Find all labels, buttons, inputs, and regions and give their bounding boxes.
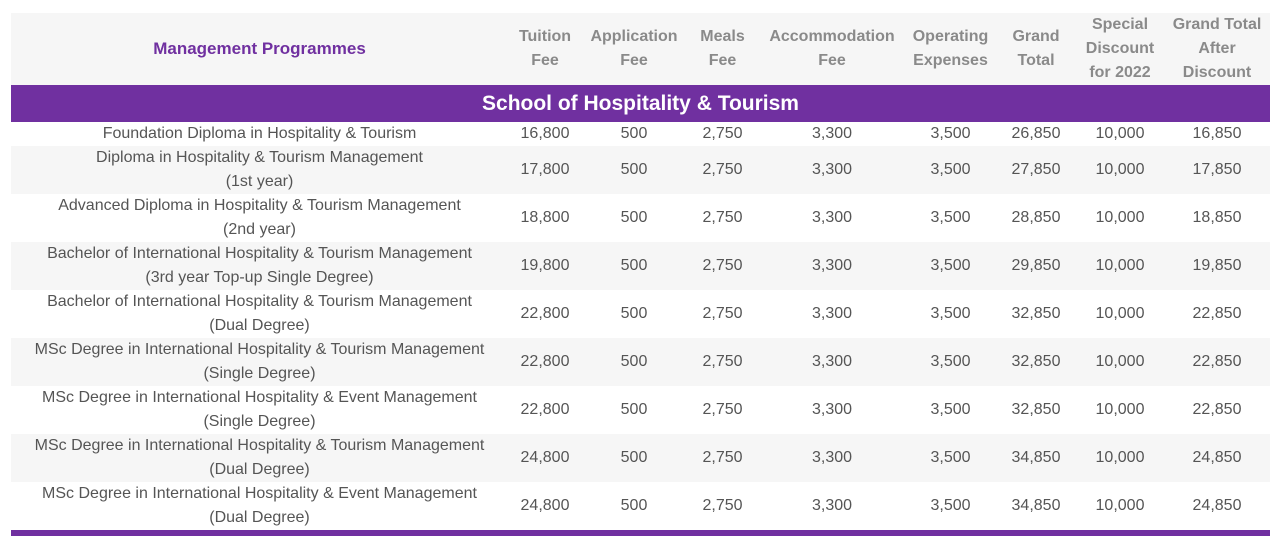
meals-fee-cell: 2,750 bbox=[702, 449, 743, 466]
programme-name-line: (Dual Degree) bbox=[209, 509, 310, 526]
table-header-row bbox=[11, 13, 1270, 85]
special-discount-cell: 10,000 bbox=[1095, 305, 1145, 322]
tuition-fee-cell: 18,800 bbox=[520, 209, 570, 226]
accommodation-fee-cell: 3,300 bbox=[811, 353, 853, 370]
programme-name-line: (Single Degree) bbox=[203, 413, 316, 430]
accommodation-fee-cell: 3,300 bbox=[811, 125, 853, 142]
programme-name-cell bbox=[11, 290, 508, 338]
application-fee-cell: 500 bbox=[620, 209, 648, 226]
header-line: for 2022 bbox=[1089, 64, 1151, 81]
special-discount-column-header bbox=[1076, 13, 1164, 85]
header-line: Grand Total bbox=[1172, 16, 1262, 33]
table-row bbox=[11, 194, 1270, 242]
programme-name-cell bbox=[11, 386, 508, 434]
tuition-fee-cell: 17,800 bbox=[520, 161, 570, 178]
programme-name-line: Bachelor of International Hospitality & Tourism Management bbox=[47, 245, 472, 262]
grand-total-cell: 29,850 bbox=[1011, 257, 1061, 274]
tuition-fee-cell: 16,800 bbox=[520, 125, 570, 142]
special-discount-cell: 10,000 bbox=[1095, 449, 1145, 466]
programme-name-line: Advanced Diploma in Hospitality & Tourism Management bbox=[58, 197, 461, 214]
header-line: Meals bbox=[700, 28, 745, 45]
header-line: Fee bbox=[818, 52, 846, 69]
grand-total-cell: 32,850 bbox=[1011, 353, 1061, 370]
grand-total-after-discount-column-header bbox=[1164, 13, 1270, 85]
programme-name-cell bbox=[11, 122, 508, 146]
table-row bbox=[11, 482, 1270, 530]
accommodation-fee-cell: 3,300 bbox=[811, 161, 853, 178]
header-line: Application bbox=[590, 28, 678, 45]
table-row bbox=[11, 290, 1270, 338]
grand-total-after-discount-cell: 19,850 bbox=[1192, 257, 1242, 274]
operating-expenses-cell: 3,500 bbox=[930, 209, 971, 226]
programme-name-cell bbox=[11, 338, 508, 386]
grand-total-cell: 26,850 bbox=[1011, 125, 1061, 142]
accommodation-fee-cell: 3,300 bbox=[811, 209, 853, 226]
section-header-row bbox=[11, 85, 1270, 122]
header-line: Expenses bbox=[913, 52, 988, 69]
special-discount-cell: 10,000 bbox=[1095, 161, 1145, 178]
accommodation-fee-column-header bbox=[759, 13, 905, 85]
header-line: Special bbox=[1091, 16, 1149, 33]
tuition-fee-cell: 22,800 bbox=[520, 353, 570, 370]
grand-total-cell: 28,850 bbox=[1011, 209, 1061, 226]
programme-name-line: (Dual Degree) bbox=[209, 317, 310, 334]
table-row bbox=[11, 386, 1270, 434]
table-body bbox=[11, 122, 1270, 530]
table-row bbox=[11, 122, 1270, 146]
header-line: Fee bbox=[620, 52, 648, 69]
section-title: School of Hospitality & Tourism bbox=[482, 92, 799, 115]
grand-total-after-discount-cell: 18,850 bbox=[1192, 209, 1242, 226]
header-line: Fee bbox=[708, 52, 737, 69]
tuition-fee-cell: 19,800 bbox=[520, 257, 570, 274]
application-fee-cell: 500 bbox=[620, 353, 648, 370]
programme-name-line: Foundation Diploma in Hospitality & Tourism bbox=[102, 125, 417, 142]
accommodation-fee-cell: 3,300 bbox=[811, 305, 853, 322]
programme-name-line: (2nd year) bbox=[223, 221, 296, 238]
meals-fee-cell: 2,750 bbox=[702, 209, 743, 226]
grand-total-cell: 32,850 bbox=[1011, 305, 1061, 322]
table-row bbox=[11, 242, 1270, 290]
grand-total-after-discount-cell: 22,850 bbox=[1192, 401, 1242, 418]
accommodation-fee-cell: 3,300 bbox=[811, 449, 853, 466]
grand-total-cell: 34,850 bbox=[1011, 497, 1061, 514]
meals-fee-cell: 2,750 bbox=[702, 125, 743, 142]
programme-name-line: (3rd year Top-up Single Degree) bbox=[145, 269, 374, 286]
special-discount-cell: 10,000 bbox=[1095, 257, 1145, 274]
programme-name-line: MSc Degree in International Hospitality & Event Management bbox=[42, 485, 477, 502]
operating-expenses-cell: 3,500 bbox=[930, 449, 971, 466]
programme-name-cell bbox=[11, 242, 508, 290]
tuition-fee-cell: 24,800 bbox=[520, 449, 570, 466]
special-discount-cell: 10,000 bbox=[1095, 401, 1145, 418]
grand-total-column-header bbox=[996, 13, 1076, 85]
bottom-accent-bar bbox=[11, 530, 1270, 536]
header-line: Fee bbox=[531, 52, 559, 69]
application-fee-cell: 500 bbox=[620, 125, 648, 142]
grand-total-after-discount-cell: 17,850 bbox=[1192, 161, 1242, 178]
accommodation-fee-cell: 3,300 bbox=[811, 497, 853, 514]
application-fee-cell: 500 bbox=[620, 401, 648, 418]
header-line: Accommodation bbox=[769, 28, 895, 45]
grand-total-cell: 34,850 bbox=[1011, 449, 1061, 466]
special-discount-cell: 10,000 bbox=[1095, 209, 1145, 226]
meals-fee-cell: 2,750 bbox=[702, 305, 743, 322]
meals-fee-cell: 2,750 bbox=[702, 353, 743, 370]
application-fee-column-header bbox=[582, 13, 686, 85]
table-row bbox=[11, 338, 1270, 386]
special-discount-cell: 10,000 bbox=[1095, 497, 1145, 514]
meals-fee-cell: 2,750 bbox=[702, 401, 743, 418]
header-line: Discount bbox=[1085, 40, 1155, 57]
operating-expenses-cell: 3,500 bbox=[930, 305, 971, 322]
meals-fee-cell: 2,750 bbox=[702, 257, 743, 274]
grand-total-after-discount-cell: 22,850 bbox=[1192, 305, 1242, 322]
tuition-fee-cell: 22,800 bbox=[520, 305, 570, 322]
programme-name-line: MSc Degree in International Hospitality & Event Management bbox=[42, 389, 477, 406]
programme-name-line: (1st year) bbox=[225, 173, 294, 190]
operating-expenses-cell: 3,500 bbox=[930, 497, 971, 514]
grand-total-after-discount-cell: 16,850 bbox=[1192, 125, 1242, 142]
programme-name-line: MSc Degree in International Hospitality & Tourism Management bbox=[34, 341, 485, 358]
programme-name-cell bbox=[11, 146, 508, 194]
fee-table-container bbox=[11, 13, 1270, 536]
operating-expenses-column-header bbox=[905, 13, 996, 85]
operating-expenses-cell: 3,500 bbox=[930, 125, 971, 142]
header-line: Operating bbox=[912, 28, 989, 45]
programme-name-cell bbox=[11, 194, 508, 242]
programme-name-cell bbox=[11, 434, 508, 482]
special-discount-cell: 10,000 bbox=[1095, 353, 1145, 370]
programme-name-line: (Single Degree) bbox=[203, 365, 316, 382]
fee-table bbox=[11, 13, 1270, 530]
table-row bbox=[11, 434, 1270, 482]
application-fee-cell: 500 bbox=[620, 449, 648, 466]
header-line: Discount bbox=[1182, 64, 1252, 81]
application-fee-cell: 500 bbox=[620, 257, 648, 274]
programme-name-line: MSc Degree in International Hospitality & Tourism Management bbox=[34, 437, 485, 454]
programme-name-line: Bachelor of International Hospitality & Tourism Management bbox=[47, 293, 472, 310]
meals-fee-cell: 2,750 bbox=[702, 161, 743, 178]
tuition-fee-cell: 22,800 bbox=[520, 401, 570, 418]
header-line: Grand bbox=[1012, 28, 1060, 45]
programme-name-line: Diploma in Hospitality & Tourism Management bbox=[96, 149, 423, 166]
programme-name-line: (Dual Degree) bbox=[209, 461, 310, 478]
accommodation-fee-cell: 3,300 bbox=[811, 401, 853, 418]
grand-total-cell: 27,850 bbox=[1011, 161, 1061, 178]
application-fee-cell: 500 bbox=[620, 497, 648, 514]
operating-expenses-cell: 3,500 bbox=[930, 353, 971, 370]
accommodation-fee-cell: 3,300 bbox=[811, 257, 853, 274]
tuition-fee-column-header bbox=[508, 13, 582, 85]
meals-fee-cell: 2,750 bbox=[702, 497, 743, 514]
header-line: Total bbox=[1017, 52, 1055, 69]
grand-total-after-discount-cell: 24,850 bbox=[1192, 497, 1242, 514]
header-line: After bbox=[1198, 40, 1236, 57]
grand-total-cell: 32,850 bbox=[1011, 401, 1061, 418]
special-discount-cell: 10,000 bbox=[1095, 125, 1145, 142]
meals-fee-column-header bbox=[686, 13, 759, 85]
application-fee-cell: 500 bbox=[620, 161, 648, 178]
tuition-fee-cell: 24,800 bbox=[520, 497, 570, 514]
operating-expenses-cell: 3,500 bbox=[930, 257, 971, 274]
grand-total-after-discount-cell: 24,850 bbox=[1192, 449, 1242, 466]
table-row bbox=[11, 146, 1270, 194]
programme-column-header: Management Programmes bbox=[153, 39, 366, 58]
grand-total-after-discount-cell: 22,850 bbox=[1192, 353, 1242, 370]
programme-name-cell bbox=[11, 482, 508, 530]
application-fee-cell: 500 bbox=[620, 305, 648, 322]
header-line: Tuition bbox=[518, 28, 572, 45]
operating-expenses-cell: 3,500 bbox=[930, 161, 971, 178]
operating-expenses-cell: 3,500 bbox=[930, 401, 971, 418]
